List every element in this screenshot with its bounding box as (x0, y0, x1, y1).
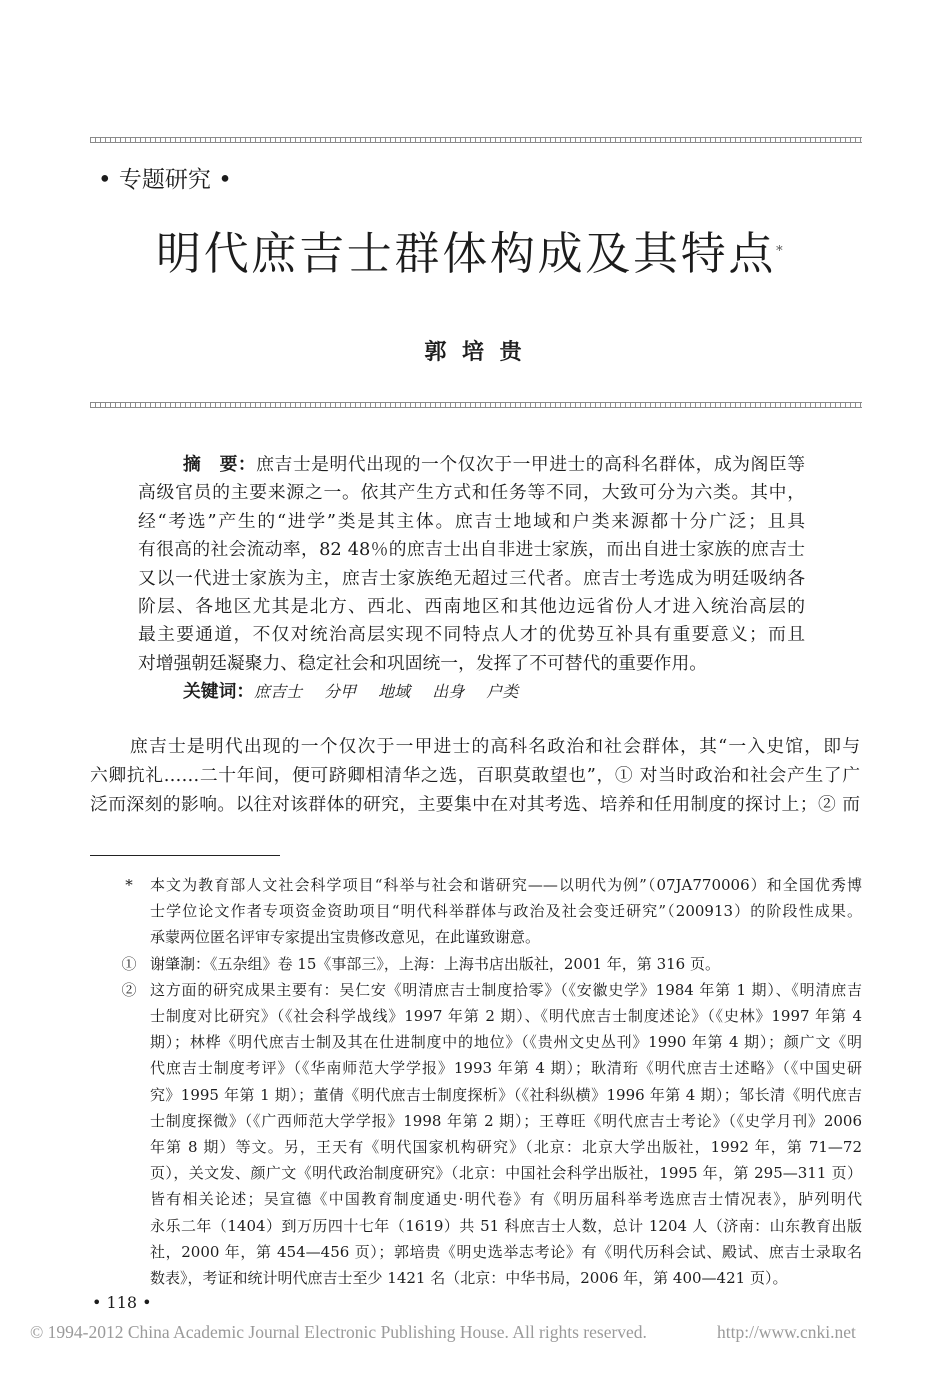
footnote-line: 这方面的研究成果主要有：吴仁安《明清庶吉士制度拾零》（《安徽史学》1984 年第 1 期）、《明清庶吉 (150, 980, 862, 999)
title-footnote-mark: * (776, 244, 783, 259)
abstract-line: 又以一代进士家族为主，庶吉士家族绝无超过三代者。庶吉士考选成为明廷吸纳各 (138, 567, 805, 589)
footnote-1 (118, 951, 862, 977)
page-number: • 118 • (92, 1293, 152, 1312)
abstract-line (138, 451, 805, 479)
footnote-line: 页），关文发、颜广文《明代政治制度研究》（北京：中国社会科学出版社，1995 年，第 295—311 页） (150, 1164, 862, 1183)
abstract-line: 最主要通道，不仅对统治高层实现不同特点人才的优势互补具有重要意义；而且 (138, 624, 805, 646)
body-line: 庶吉士是明代出现的一个仅次于一甲进士的高科名政治和社会群体，其“一入史馆，即与 (130, 736, 860, 757)
keyword-item: 庶吉士 (254, 682, 303, 702)
abstract-line: 有很高的社会流动率，82 48％的庶吉士出自非进士家族，而出自进士家族的庶吉士 (138, 539, 805, 561)
footnotes (118, 872, 862, 1291)
footnote-star (118, 872, 862, 951)
footnote-mark: ② (121, 980, 137, 999)
footnote-line: 期）；林桦《明代庶吉士制及其在仕进制度中的地位》（《贵州文史丛刊》1990 年第 4 期）；颜广文《明 (150, 1033, 862, 1052)
footnote-line: 士制度探微》（《广西师范大学学报》1998 年第 2 期）；王尊旺《明代庶吉士考论》（《史学月刊》2006 (150, 1111, 862, 1130)
article-title-text: 明代庶吉士群体构成及其特点 (156, 227, 777, 280)
footnote-line: 数表》，考证和统计明代庶吉士至少 1421 名（北京：中华书局，2006 年，第 400—421 页）。 (150, 1269, 788, 1288)
footnote-line: 究》1995 年第 1 期）；董倩《明代庶吉士制度探析》（《社科纵横》1996 年第 4 期）；邹长清《明代庶吉 (150, 1085, 862, 1104)
footnote-text (150, 977, 862, 1291)
footnote-line: 永乐二年（1404）到万历四十七年（1619）共 51 科庶吉士人数，总计 1204 人（济南：山东教育出版 (150, 1216, 862, 1235)
keyword-item: 户类 (486, 682, 519, 702)
abstract (138, 451, 805, 707)
footnote-line: 士学位论文作者专项资金资助项目“明代科举群体与政治及社会变迁研究”（200913）的阶段性成果。 (150, 902, 862, 921)
body-line: 六卿抗礼……二十年间，便可跻卿相清华之选，百职莫敢望也”，① 对当时政治和社会产生了广 (90, 765, 860, 786)
author-decorative-rule (90, 402, 862, 408)
article-title (156, 226, 783, 282)
footnote-line: 社，2000 年，第 454—456 页）；郭培贵《明史选举志考论》有《明代历科会试、殿试、庶吉士录取名 (150, 1242, 862, 1261)
footnote-line: 代庶吉士制度考评》（《华南师范大学学报》1993 年第 4 期）；耿清珩《明代庶吉士述略》（《中国史研 (150, 1059, 862, 1078)
keywords (138, 678, 805, 706)
abstract-line: 阶层、各地区尤其是北方、西北、西南地区和其他边远省份人才进入统治高层的 (138, 596, 805, 618)
footnote-text (150, 951, 862, 977)
abstract-line: 对增强朝廷凝聚力、稳定社会和巩固统一，发挥了不可替代的重要作用。 (138, 652, 708, 674)
footnote-line: 本文为教育部人文社会科学项目“科举与社会和谐研究——以明代为例”（07JA770006）和全国优秀博 (150, 876, 862, 894)
footnote-mark: ① (121, 954, 137, 973)
footnote-separator (90, 855, 280, 856)
abstract-line: 经“考选”产生的“进学”类是其主体。庶吉士地域和户类来源都十分广泛；且具 (138, 510, 805, 532)
body-line: 泛而深刻的影响。以往对该群体的研究，主要集中在对其考选、培养和任用制度的探讨上；② 而 (90, 794, 860, 815)
header-decorative-rule (90, 137, 862, 143)
keyword-item: 出身 (432, 682, 465, 702)
footnote-line: 谢肇淛：《五杂组》卷 15《事部三》，上海：上海书店出版社，2001 年，第 316 页。 (150, 954, 720, 973)
keywords-label: 关键词： (183, 681, 255, 703)
abstract-label: 摘 要： (183, 454, 257, 475)
keyword-item: 地域 (378, 682, 411, 702)
footnote-line: 皆有相关论述；吴宣德《中国教育制度通史·明代卷》有《明历届科举考选庶吉士情况表》，胪列明代 (150, 1190, 862, 1209)
article-author: 郭 培 贵 (424, 339, 526, 365)
abstract-line-text: 庶吉士是明代出现的一个仅次于一甲进士的高科名群体，成为阁臣等 (256, 454, 805, 475)
body-paragraph (90, 732, 860, 819)
footnote-line: 年第 8 期）等文。另，王天有《明代国家机构研究》（北京：北京大学出版社，1992 年，第 71—72 (150, 1138, 862, 1157)
footer-copyright: © 1994-2012 China Academic Journal Electronic Publishing House. All rights reserved. (30, 1322, 647, 1342)
footnote-2 (118, 977, 862, 1291)
section-label: • 专题研究 • (98, 167, 232, 193)
keyword-item: 分甲 (324, 682, 357, 702)
footnote-text (150, 872, 862, 951)
footnote-line: 士制度对比研究》（《社会科学战线》1997 年第 2 期）、《明代庶吉士制度述论》（《史林》1997 年第 4 (150, 1007, 862, 1026)
footnote-mark: * (125, 876, 133, 894)
footer-url: http://www.cnki.net (717, 1322, 856, 1342)
footnote-line: 承蒙两位匿名评审专家提出宝贵修改意见，在此谨致谢意。 (150, 928, 541, 947)
abstract-line: 高级官员的主要来源之一。依其产生方式和任务等不同，大致可分为六类。其中， (138, 482, 805, 504)
